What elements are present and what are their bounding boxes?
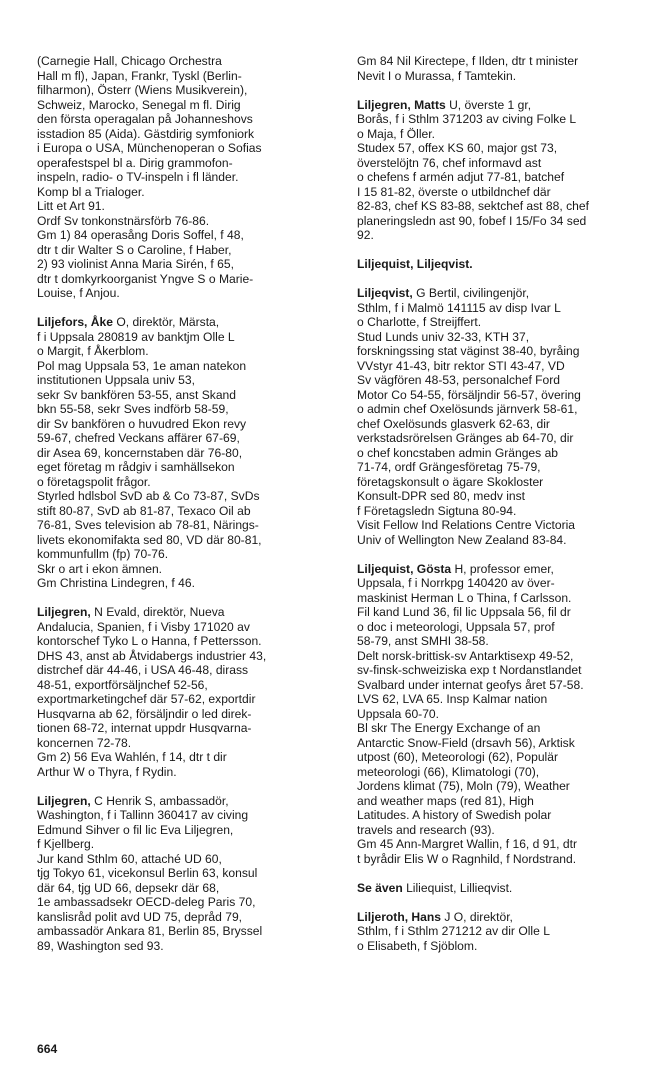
entry-headword: Liljequist, Liljeqvist. (357, 257, 473, 271)
entry-line: Hall m fl), Japan, Frankr, Tyskl (Berlin- (37, 68, 242, 83)
entry-line: 59-67, chefred Veckans affärer 67-69, (37, 431, 240, 445)
entry-line: DHS 43, anst ab Åtvidabergs industrier 43, (37, 648, 267, 663)
entry-line: Jordens klimat (75), Moln (79), Weather (357, 779, 570, 793)
entry-line: o Margit, f Åkerblom. (37, 344, 149, 358)
entry-line: 71-74, ordf Grängesföretag 75-79, (357, 460, 541, 474)
entry-line: Louise, f Anjou. (37, 286, 120, 300)
entry-line: Gm Christina Lindegren, f 46. (37, 576, 195, 590)
entry-line: o admin chef Oxelösunds järnverk 58-61, (357, 402, 578, 416)
entry-line: Borås, f i Sthlm 371203 av civing Folke L (357, 112, 577, 126)
entry-line: isstadion 85 (Aida). Gästdirig symfoniork (37, 126, 255, 141)
entry-headword: Liljegren, (37, 793, 91, 808)
entry-first-line (37, 794, 339, 809)
entry-line: Fil kand Lund 36, fil lic Uppsala 56, fil dr (357, 605, 571, 619)
right-column-entry (357, 257, 652, 272)
left-column-entry (37, 315, 339, 591)
entry-line: Gm 45 Ann-Margret Wallin, f 16, d 91, dtr (357, 837, 578, 851)
entry-line: Sthlm, f i Sthlm 271212 av dir Olle L (357, 924, 550, 938)
entry-line: Skr o art i ekon ämnen. (37, 561, 163, 576)
entry-headword: Liljeroth, Hans (357, 909, 441, 924)
entry-line: f Företagsledn Sigtuna 80-94. (357, 503, 517, 518)
entry-line: 89, Washington sed 93. (37, 938, 164, 953)
entry-line: o chefens f armén adjut 77-81, batchef (357, 170, 565, 184)
entry-line: Litt et Art 91. (37, 199, 105, 213)
entry-line: den första operagalan på Johanneshovs (37, 112, 253, 126)
entry-line: Sv vägfören 48-53, personalchef Ford (357, 373, 561, 387)
entry-line: travels and research (93). (357, 822, 495, 837)
entry-line: Gm 1) 84 operasång Doris Soffel, f 48, (37, 228, 244, 242)
entry-line: o företagspolit frågor. (37, 474, 151, 489)
entry-line: 92. (357, 228, 374, 242)
entry-line: dtr t domkyrkoorganist Yngve S o Marie- (37, 271, 254, 286)
right-column-entry (357, 881, 652, 896)
entry-text: N Evald, direktör, Nueva (90, 605, 225, 619)
entry-headword: Liljequist, Gösta (357, 561, 452, 576)
entry-line: dtr t dir Walter S o Caroline, f Haber, (37, 242, 232, 257)
entry-line: t byrådir Elis W o Ragnhild, f Nordstrand. (357, 851, 577, 866)
entry-text: C Henrik S, ambassadör, (90, 793, 229, 808)
entry-first-line (357, 562, 652, 577)
entry-line: filharmon), Österr (Wiens Musikverein), (37, 83, 248, 97)
left-column-entry (37, 54, 339, 301)
entry-line: Svalbard under internat geofys året 57-58. (357, 677, 584, 692)
entry-text: Liliequist, Lillieqvist. (402, 880, 513, 895)
entry-line: Univ of Wellington New Zealand 83-84. (357, 532, 567, 547)
entry-line: VVstyr 41-43, bitr rektor STI 43-47, VD (357, 358, 565, 373)
entry-line: institutionen Uppsala univ 53, (37, 373, 195, 387)
entry-line: överstelöjtn 76, chef informavd ast (357, 155, 542, 170)
entry-line: där 64, tjg UD 66, depsekr där 68, (37, 880, 220, 895)
entry-first-line (357, 910, 652, 925)
left-column (37, 54, 339, 968)
entry-line: o Charlotte, f Streijffert. (357, 315, 482, 329)
entry-line: bkn 55-58, sekr Sves indförb 58-59, (37, 402, 229, 416)
entry-line: tionen 68-72, internat uppdr Husqvarna- (37, 721, 252, 735)
entry-line: Andalucia, Spanien, f i Visby 171020 av (37, 619, 250, 634)
entry-line: Konsult-DPR sed 80, medv inst (357, 489, 526, 503)
entry-line: utpost (60), Meteorologi (62), Populär (357, 750, 558, 764)
entry-line: 2) 93 violinist Anna Maria Sirén, f 65, (37, 257, 234, 271)
entry-line: distrchef där 44-46, i USA 46-48, dirass (37, 663, 249, 677)
entry-line: dir Asea 69, koncernstaben där 76-80, (37, 445, 243, 460)
entry-line: Styrled hdlsbol SvD ab & Co 73-87, SvDs (37, 489, 260, 503)
entry-line: forskningssing stat väginst 38-40, byråing (357, 344, 580, 358)
entry-line: Uppsala 60-70. (357, 706, 440, 721)
entry-text: O, direktör, Märsta, (112, 315, 220, 329)
entry-line: 82-83, chef KS 83-88, sektchef ast 88, chef (357, 199, 589, 213)
entry-line: Husqvarna ab 62, försäljndir o led direk- (37, 706, 252, 721)
left-column-entry (37, 794, 339, 954)
entry-headword: Liljegren, Matts (357, 97, 446, 112)
entry-line: f i Uppsala 280819 av banktjm Olle L (37, 329, 235, 344)
entry-line: LVS 62, LVA 65. Insp Kalmar nation (357, 692, 548, 706)
entry-line: Studex 57, offex KS 60, major gst 73, (357, 141, 558, 155)
entry-line: stift 80-87, SvD ab 81-87, Texaco Oil ab (37, 503, 251, 518)
entry-line: I 15 81-82, överste o utbildnchef där (357, 184, 551, 199)
entry-line: kontorschef Tyko L o Hanna, f Pettersson. (37, 634, 262, 648)
entry-line: Pol mag Uppsala 53, 1e aman natekon (37, 358, 247, 373)
entry-text: U, överste 1 gr, (445, 97, 532, 112)
entry-line: kanslisråd polit avd UD 75, depråd 79, (37, 909, 243, 924)
entry-line: Motor Co 54-55, försäljndir 56-57, övering (357, 387, 581, 402)
entry-line: exportmarketingchef där 57-62, exportdir (37, 692, 256, 706)
entry-line: operafestspel bl a. Dirig grammofon- (37, 155, 233, 170)
entry-line: koncernen 72-78. (37, 735, 132, 750)
right-column-entry (357, 286, 652, 547)
entry-line: Komp bl a Trialoger. (37, 184, 145, 199)
entry-line: f Kjellberg. (37, 837, 95, 851)
entry-line: sekr Sv bankfören 53-55, anst Skand (37, 387, 236, 402)
entry-line: Sthlm, f i Malmö 141115 av disp Ivar L (357, 300, 561, 315)
entry-line: Schweiz, Marocko, Senegal m fl. Dirig (37, 97, 241, 112)
entry-line: o Maja, f Öller. (357, 126, 435, 141)
entry-line: Latitudes. A history of Swedish polar (357, 808, 552, 822)
entry-line: Arthur W o Thyra, f Rydin. (37, 764, 177, 779)
entry-line: ambassadör Ankara 81, Berlin 85, Bryssel (37, 924, 263, 938)
right-column (357, 54, 652, 968)
entry-text: J O, direktör, (441, 909, 513, 924)
entry-first-line (37, 605, 339, 620)
entry-line: Gm 2) 56 Eva Wahlén, f 14, dtr t dir (37, 750, 227, 764)
entry-line: företagskonsult o ägare Skokloster (357, 474, 544, 489)
right-column-entry (357, 562, 652, 867)
entry-line: eget företag m rådgiv i samhällsekon (37, 460, 235, 474)
entry-line: planeringsledn ast 90, fobef I 15/Fo 34 sed (357, 213, 587, 228)
entry-first-line (357, 257, 652, 272)
entry-line: Uppsala, f i Norrkpg 140420 av över- (357, 576, 555, 590)
entry-headword: Liljegren, (37, 605, 91, 619)
entry-line: Edmund Sihver o fil lic Eva Liljegren, (37, 822, 234, 837)
entry-line: (Carnegie Hall, Chicago Orchestra (37, 54, 222, 68)
entry-first-line (357, 881, 652, 896)
entry-first-line (37, 315, 339, 330)
entry-line: livets ekonomifakta sed 80, VD där 80-81, (37, 532, 262, 547)
entry-line: Nevit I o Murassa, f Tamtekin. (357, 68, 517, 83)
entry-line: o doc i meteorologi, Uppsala 57, prof (357, 619, 555, 634)
entry-first-line (357, 286, 652, 301)
right-column-entry (357, 54, 652, 83)
entry-text: H, professor emer, (451, 561, 554, 576)
entry-line: Jur kand Sthlm 60, attaché UD 60, (37, 851, 222, 866)
entry-line: maskinist Herman L o Thina, f Carlsson. (357, 590, 572, 605)
right-column-entry (357, 910, 652, 954)
left-column-entry (37, 605, 339, 779)
entry-line: 48-51, exportförsäljnchef 52-56, (37, 677, 208, 692)
entry-line: verkstadsrörelsen Gränges ab 64-70, dir (357, 431, 574, 445)
entry-headword: Liljefors, Åke (37, 315, 113, 329)
entry-line: o Elisabeth, f Sjöblom. (357, 938, 478, 953)
entry-line: tjg Tokyo 61, vicekonsul Berlin 63, konsul (37, 866, 258, 880)
entry-line: dir Sv bankfören o huvudred Ekon revy (37, 416, 247, 431)
entry-line: 76-81, Sves television ab 78-81, Närings- (37, 518, 259, 532)
entry-line: o chef koncstaben admin Gränges ab (357, 445, 559, 460)
entry-line: Stud Lunds univ 32-33, KTH 37, (357, 329, 530, 344)
right-column-entry (357, 98, 652, 243)
entry-line: 58-79, anst SMHI 38-58. (357, 634, 489, 648)
entry-headword: Liljeqvist, (357, 286, 413, 300)
entry-line: Gm 84 Nil Kirectepe, f Ilden, dtr t minister (357, 54, 579, 68)
entry-line: meteorologi (66), Klimatologi (70), (357, 764, 540, 779)
page-number: 664 (37, 1042, 58, 1056)
entry-first-line (357, 98, 652, 113)
entry-line: Bl skr The Energy Exchange of an (357, 721, 541, 735)
entry-line: i Europa o USA, Münchenoperan o Sofias (37, 141, 262, 155)
entry-line: Ordf Sv tonkonstnärsförb 76-86. (37, 213, 210, 228)
entry-line: Antarctic Snow-Field (drsavh 56), Arktisk (357, 735, 575, 750)
entry-line: Visit Fellow Ind Relations Centre Victoria (357, 518, 576, 532)
entry-line: 1e ambassadsekr OECD-deleg Paris 70, (37, 895, 256, 909)
entry-line: kommunfullm (fp) 70-76. (37, 547, 169, 561)
entry-headword: Se även (357, 880, 403, 895)
entry-line: sv-finsk-schweiziska exp t Nordanstlandet (357, 663, 582, 677)
entry-line: Delt norsk-brittisk-sv Antarktisexp 49-52, (357, 648, 574, 663)
entry-line: inspeln, radio- o TV-inspeln i fl länder. (37, 170, 239, 184)
entry-text: G Bertil, civilingenjör, (412, 286, 530, 300)
entry-line: and weather maps (red 81), High (357, 793, 534, 808)
entry-line: Washington, f i Tallinn 360417 av civing (37, 808, 249, 822)
entry-line: chef Oxelösunds glasverk 62-63, dir (357, 416, 550, 431)
